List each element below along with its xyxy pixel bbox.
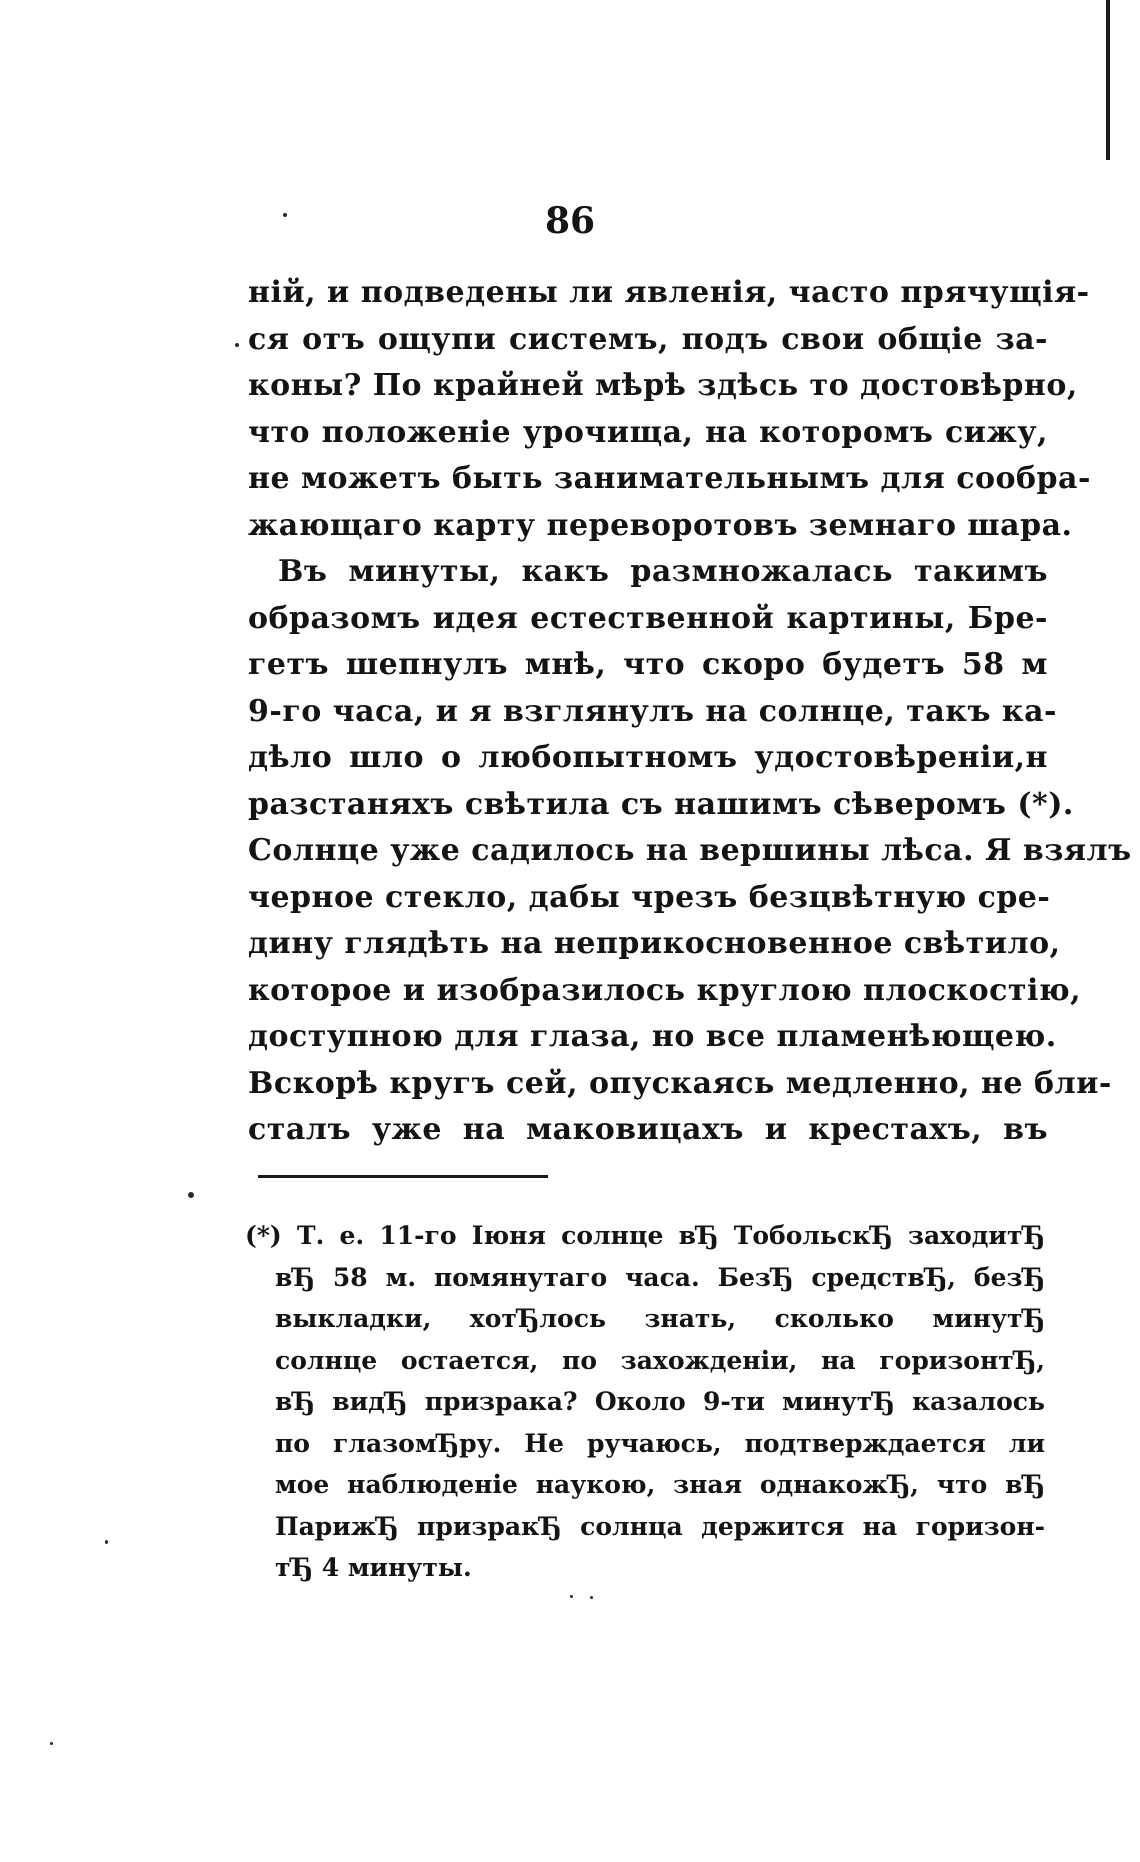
text-line: ся отъ ощупи системъ, подъ свои общіе за- — [248, 321, 1048, 357]
ink-speck — [50, 1742, 53, 1745]
footnote-line: мое наблюденіе наукою, зная однакожЂ, что вЂ — [275, 1470, 1045, 1499]
main-text-block — [248, 270, 1132, 1154]
text-line: сталъ уже на маковицахъ и крестахъ, въ — [248, 1112, 1048, 1147]
text-line: Въ минуты, какъ размножалась такимъ — [278, 554, 1048, 589]
text-line: дѣло шло о любопытномъ удостовѣреніи,н — [248, 740, 1048, 775]
ink-speck — [590, 1596, 593, 1599]
footnote-line: (*) Т. е. 11-го Іюня солнце вЂ ТобольскЂ заходитЂ — [245, 1221, 1045, 1250]
footnote-line: вЂ 58 м. помянутаго часа. БезЂ средствЂ, безЂ — [275, 1262, 1045, 1292]
footnote-line: солнце остается, по захожденіи, на горизонтЂ, — [275, 1345, 1045, 1375]
text-line: не можетъ быть занимательнымъ для сообра- — [248, 461, 1091, 496]
text-line: ній, и подведены ли явленія, часто прячущія- — [248, 275, 1090, 310]
text-line: 9-го часа, и я взглянулъ на солнце, такъ ка- — [248, 693, 1057, 729]
ink-speck — [570, 1595, 573, 1598]
text-line: разстаняхъ свѣтила съ нашимъ сѣверомъ (*). — [248, 786, 1074, 822]
page-edge-line — [1106, 0, 1110, 160]
text-line: доступною для глаза, но все пламенѣющею. — [248, 1019, 1057, 1054]
text-line: жающаго карту переворотовъ земнаго шара. — [248, 507, 1073, 543]
page-number: 86 — [544, 200, 596, 242]
text-line: Солнце уже садилось на вершины лѣса. Я взялъ — [248, 833, 1132, 868]
text-line: образомъ идея естественной картины, Бре- — [248, 600, 1048, 636]
ink-speck — [105, 1540, 108, 1544]
text-line: Вскорѣ кругъ сей, опускаясь медленно, не бли- — [248, 1065, 1112, 1101]
ink-speck — [235, 343, 239, 347]
ink-speck — [188, 1192, 194, 1198]
text-line: гетъ шепнулъ мнѣ, что скоро будетъ 58 м — [248, 647, 1048, 682]
text-line: что положеніе урочища, на которомъ сижу, — [248, 414, 1048, 450]
text-line: дину глядѣть на неприкосновенное свѣтило, — [248, 926, 1061, 961]
footnote-line: тЂ 4 минуты. — [275, 1553, 472, 1582]
footnote-line: вЂ видЂ призрака? Около 9-ти минутЂ казалось — [275, 1387, 1045, 1416]
footnote-line: по глазомЂру. Не ручаюсь, подтверждается ли — [275, 1428, 1045, 1458]
footnote-separator-rule — [258, 1175, 548, 1178]
footnote-block — [245, 1215, 1045, 1589]
footnote-line: выкладки, хотЂлось знать, сколько минутЂ — [275, 1304, 1045, 1333]
text-line: черное стекло, дабы чрезъ безцвѣтную сре- — [248, 879, 1051, 915]
footnote-line: ПарижЂ призракЂ солнца держится на горизон- — [275, 1511, 1045, 1541]
ink-speck — [283, 213, 287, 217]
text-line: коны? По крайней мѣрѣ здѣсь то достовѣрно, — [248, 368, 1078, 403]
text-line: которое и изобразилось круглою плоскостію, — [248, 972, 1082, 1008]
